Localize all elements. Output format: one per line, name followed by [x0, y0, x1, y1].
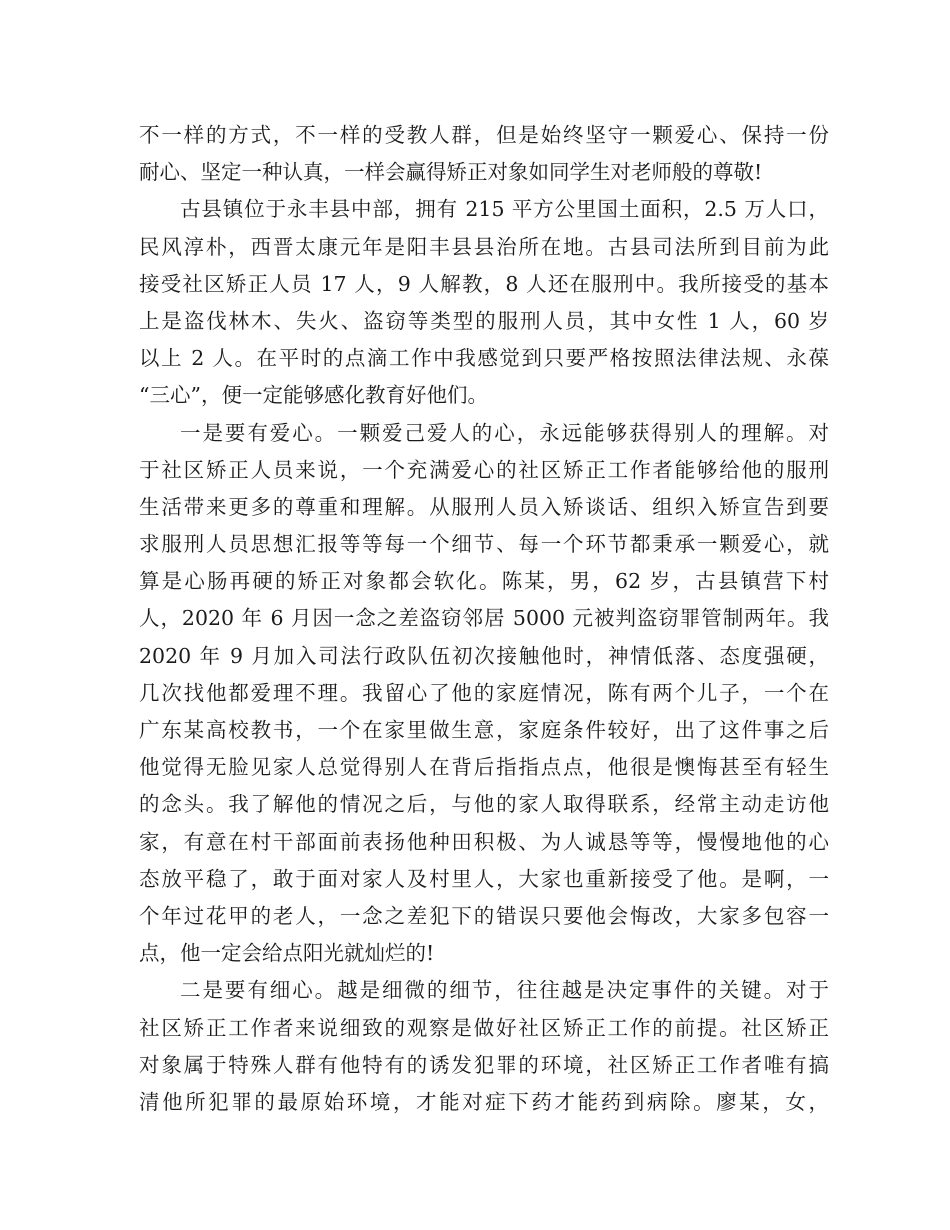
document-body [139, 117, 829, 1121]
text-line: 几次找他都爱理不理。我留心了他的家庭情况，陈有两个儿子，一个在 [139, 680, 829, 705]
text-line: 广东某高校教书，一个在家里做生意，家庭条件较好，出了这件事之后 [139, 718, 829, 742]
paragraph-p1 [139, 191, 829, 414]
text-line: 个年过花甲的老人，一念之差犯下的错误只要他会悔改，大家多包容一 [139, 903, 829, 928]
text-line: 民风淳朴，西晋太康元年是阳丰县县治所在地。古县司法所到目前为此 [139, 234, 829, 259]
text-line: 算是心肠再硬的矫正对象都会软化。陈某，男，62 岁，古县镇营下村 [139, 569, 829, 594]
text-line: “三心”，便一定能够感化教育好他们。 [139, 383, 488, 408]
text-line: 古县镇位于永丰县中部，拥有 215 平方公里国土面积，2.5 万人口， [180, 197, 829, 222]
text-line: 于社区矫正人员来说，一个充满爱心的社区矫正工作者能够给他的服刑 [139, 457, 829, 482]
text-line: 接受社区矫正人员 17 人，9 人解教，8 人还在服刑中。我所接受的基本 [139, 271, 829, 296]
text-line: 耐心、坚定一种认真，一样会赢得矫正对象如同学生对老师般的尊敬! [139, 160, 763, 185]
text-line: 对象属于特殊人群有他特有的诱发犯罪的环境，社区矫正工作者唯有搞 [139, 1052, 829, 1077]
text-line: 以上 2 人。在平时的点滴工作中我感觉到只要严格按照法律法规、永葆 [139, 346, 829, 371]
text-line: 清他所犯罪的最原始环境，才能对症下药才能药到病除。廖某，女， [139, 1089, 829, 1114]
paragraph-p0 [139, 117, 829, 191]
text-line: 他觉得无脸见家人总觉得别人在背后指指点点，他很是懊悔甚至有轻生 [139, 755, 829, 780]
text-line: 一是要有爱心。一颗爱己爱人的心，永远能够获得别人的理解。对 [180, 420, 829, 445]
text-line: 不一样的方式，不一样的受教人群，但是始终坚守一颗爱心、保持一份 [139, 123, 829, 147]
text-line: 求服刑人员思想汇报等等每一个细节、每一个环节都秉承一颗爱心，就 [139, 532, 829, 557]
text-line: 家，有意在村干部面前表扬他种田积极、为人诚恳等等，慢慢地他的心 [139, 829, 829, 854]
text-line: 点，他一定会给点阳光就灿烂的! [139, 941, 435, 966]
text-line: 上是盗伐林木、失火、盗窃等类型的服刑人员，其中女性 1 人，60 岁 [139, 308, 829, 333]
text-line: 社区矫正工作者来说细致的观察是做好社区矫正工作的前提。社区矫正 [139, 1015, 829, 1040]
text-line: 的念头。我了解他的情况之后，与他的家人取得联系，经常主动走访他 [139, 792, 829, 817]
text-line: 人，2020 年 6 月因一念之差盗窃邻居 5000 元被判盗窃罪管制两年。我 [139, 606, 829, 631]
paragraph-p3 [139, 972, 829, 1121]
text-line: 2020 年 9 月加入司法行政队伍初次接触他时，神情低落、态度强硬， [139, 643, 829, 668]
text-line: 生活带来更多的尊重和理解。从服刑人员入矫谈话、组织入矫宣告到要 [139, 494, 829, 519]
text-line: 态放平稳了，敢于面对家人及村里人，大家也重新接受了他。是啊，一 [139, 866, 829, 891]
text-line: 二是要有细心。越是细微的细节，往往越是决定事件的关键。对于 [180, 978, 829, 1003]
paragraph-p2 [139, 415, 829, 973]
